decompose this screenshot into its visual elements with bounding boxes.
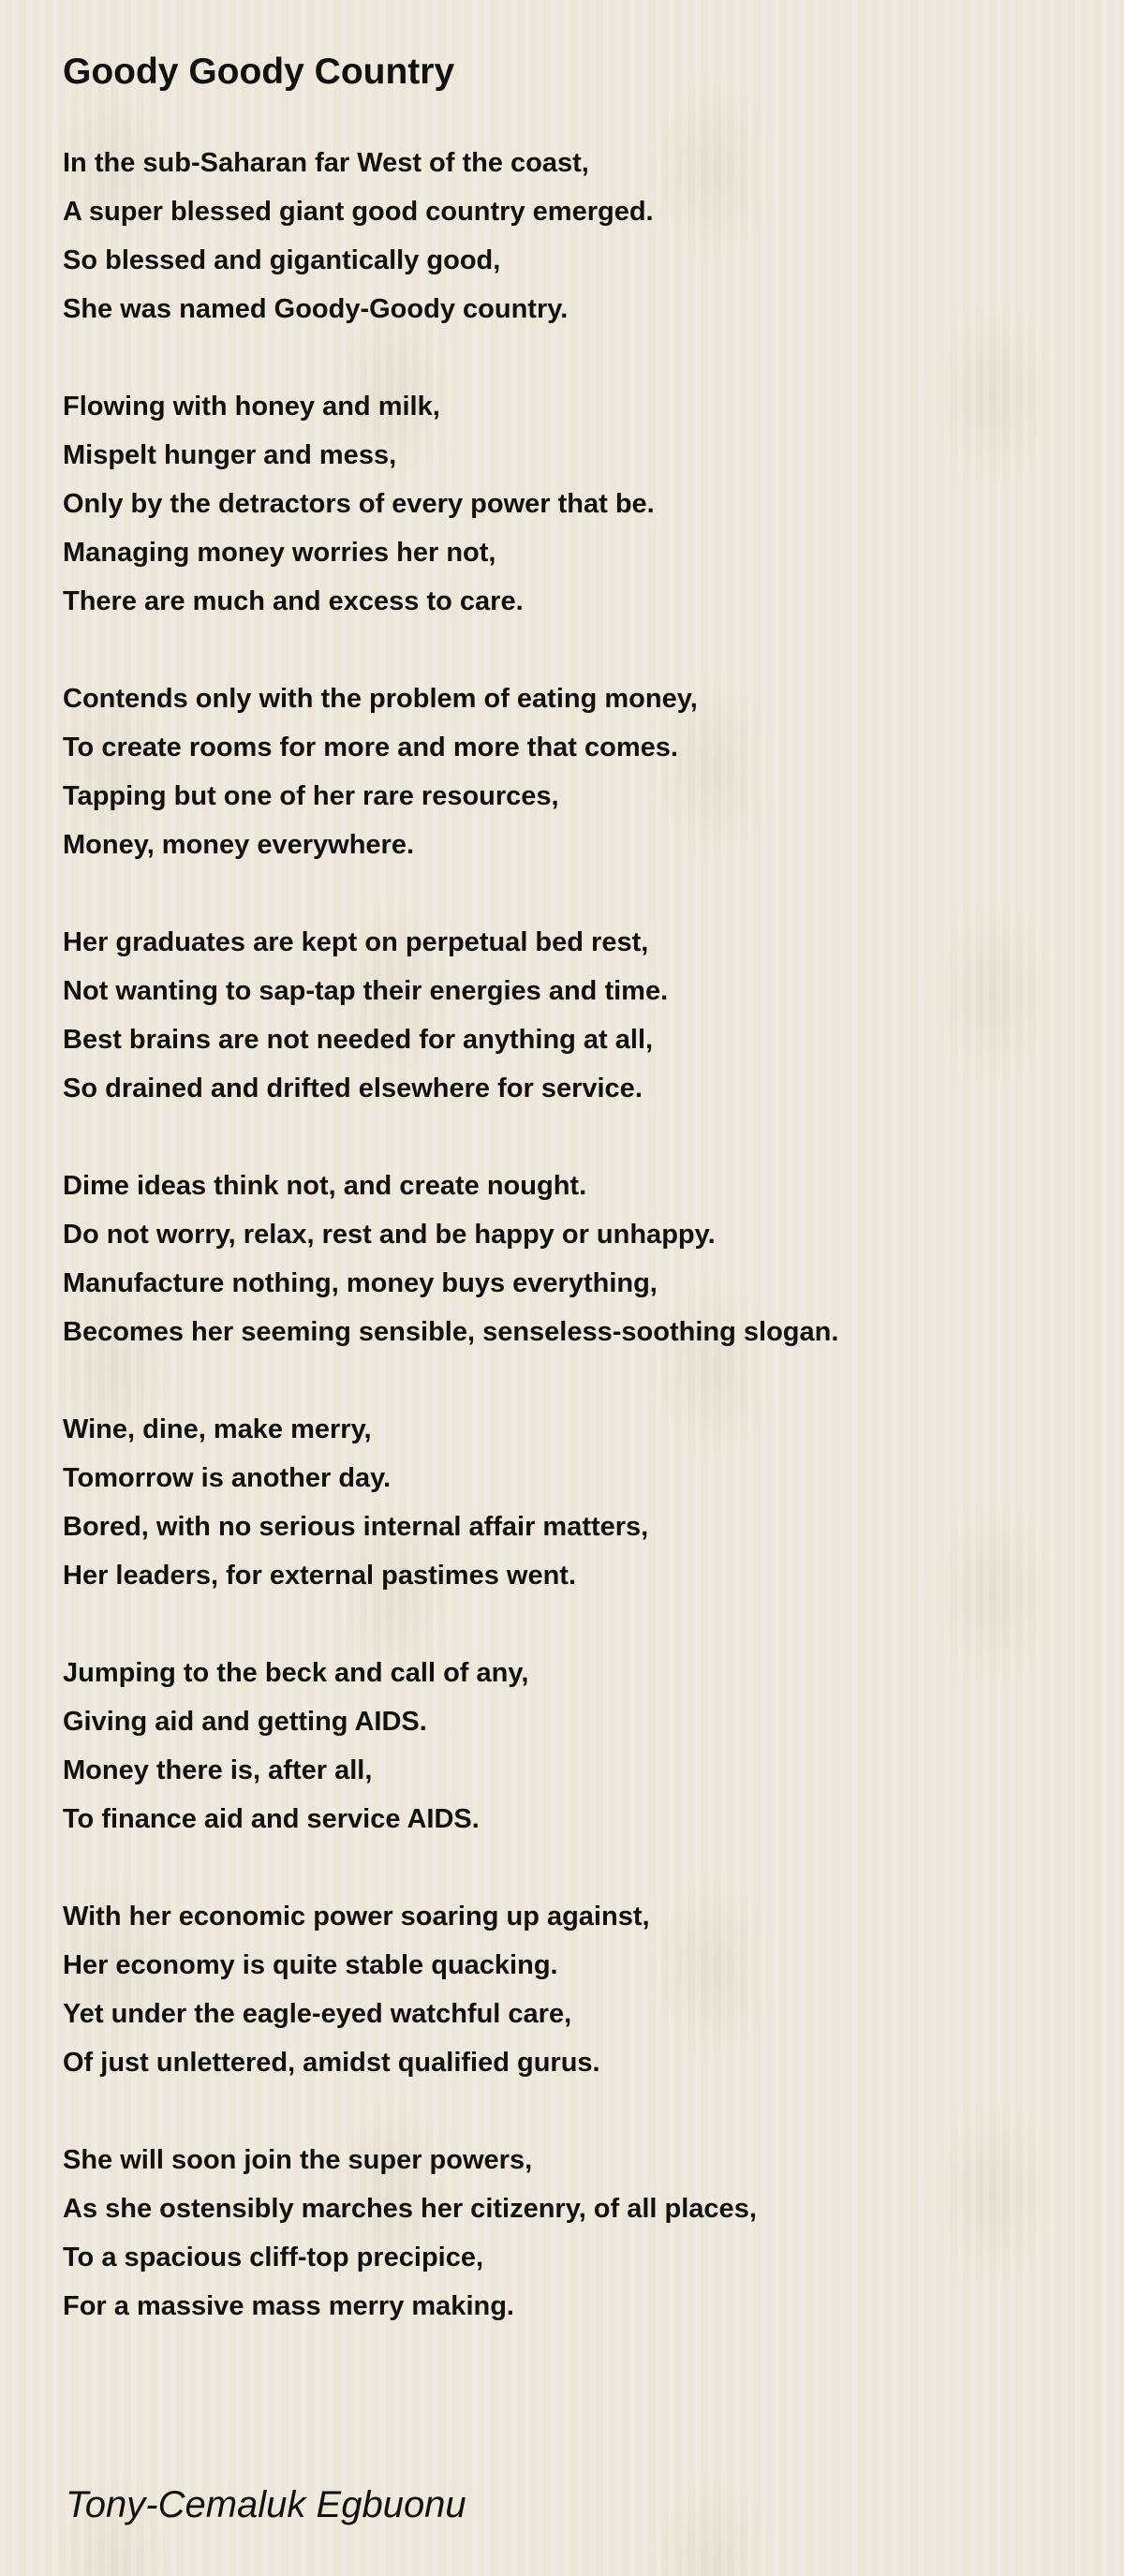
poem-line: Her graduates are kept on perpetual bed rest, [63,927,649,957]
stanza-1 [63,139,1093,333]
poem-author: Tony-Cemaluk Egbuonu [66,2484,466,2525]
poem-line: Contends only with the problem of eating money, [63,684,698,714]
stanza-3 [63,674,1093,869]
poem-line: To finance aid and service AIDS. [63,1804,480,1834]
poem-line: Only by the detractors of every power that be. [63,489,655,519]
poem-line: Do not worry, relax, rest and be happy or unhappy. [63,1220,716,1250]
poem-line: In the sub-Saharan far West of the coast, [63,148,589,178]
poem-line: Manufacture nothing, money buys everything, [63,1268,658,1298]
stanza-8 [63,1892,1093,2087]
poem-title: Goody Goody Country [63,52,455,92]
poem-line: Of just unlettered, amidst qualified gurus. [63,2048,600,2078]
poem-line: A super blessed giant good country emerged. [63,197,654,227]
poem-line: Giving aid and getting AIDS. [63,1707,427,1737]
poem-line: Wine, dine, make merry, [63,1414,372,1444]
poem-line: To a spacious cliff-top precipice, [63,2243,484,2273]
stanza-9 [63,2136,1093,2331]
stanza-7 [63,1649,1093,1843]
poem-line: Jumping to the beck and call of any, [63,1658,529,1688]
poem-line: Money there is, after all, [63,1755,373,1785]
poem-line: For a massive mass merry making. [63,2291,514,2321]
poem-line: Tomorrow is another day. [63,1463,392,1493]
poem-line: She was named Goody-Goody country. [63,294,569,324]
poem-line: She will soon join the super powers, [63,2145,533,2175]
stanza-6 [63,1405,1093,1600]
poem-body [63,139,1093,2379]
poem-line: Flowing with honey and milk, [63,392,440,422]
poem-line: Mispelt hunger and mess, [63,440,397,470]
poem-line: Money, money everywhere. [63,830,415,860]
poem-line: Her economy is quite stable quacking. [63,1950,558,1980]
poem-line: Yet under the eagle-eyed watchful care, [63,1999,572,2029]
poem-line: Bored, with no serious internal affair matters, [63,1512,649,1542]
poem-line: To create rooms for more and more that comes. [63,733,678,762]
poem-line: As she ostensibly marches her citizenry, of all places, [63,2194,757,2224]
poem-line: Her leaders, for external pastimes went. [63,1561,576,1591]
poem-line: Tapping but one of her rare resources, [63,781,559,811]
poem-line: So blessed and gigantically good, [63,245,501,275]
poem-line: Becomes her seeming sensible, senseless-soothing slogan. [63,1317,839,1347]
poem-line: Dime ideas think not, and create nought. [63,1171,587,1201]
poem-line: There are much and excess to care. [63,586,524,616]
poem-line: Managing money worries her not, [63,538,496,568]
poem-line: So drained and drifted elsewhere for service. [63,1073,643,1103]
stanza-2 [63,382,1093,626]
poem-line: Best brains are not needed for anything at all, [63,1025,654,1055]
stanza-4 [63,918,1093,1113]
stanza-5 [63,1162,1093,1356]
poem-line: Not wanting to sap-tap their energies and time. [63,976,669,1006]
poem-line: With her economic power soaring up against, [63,1902,650,1932]
